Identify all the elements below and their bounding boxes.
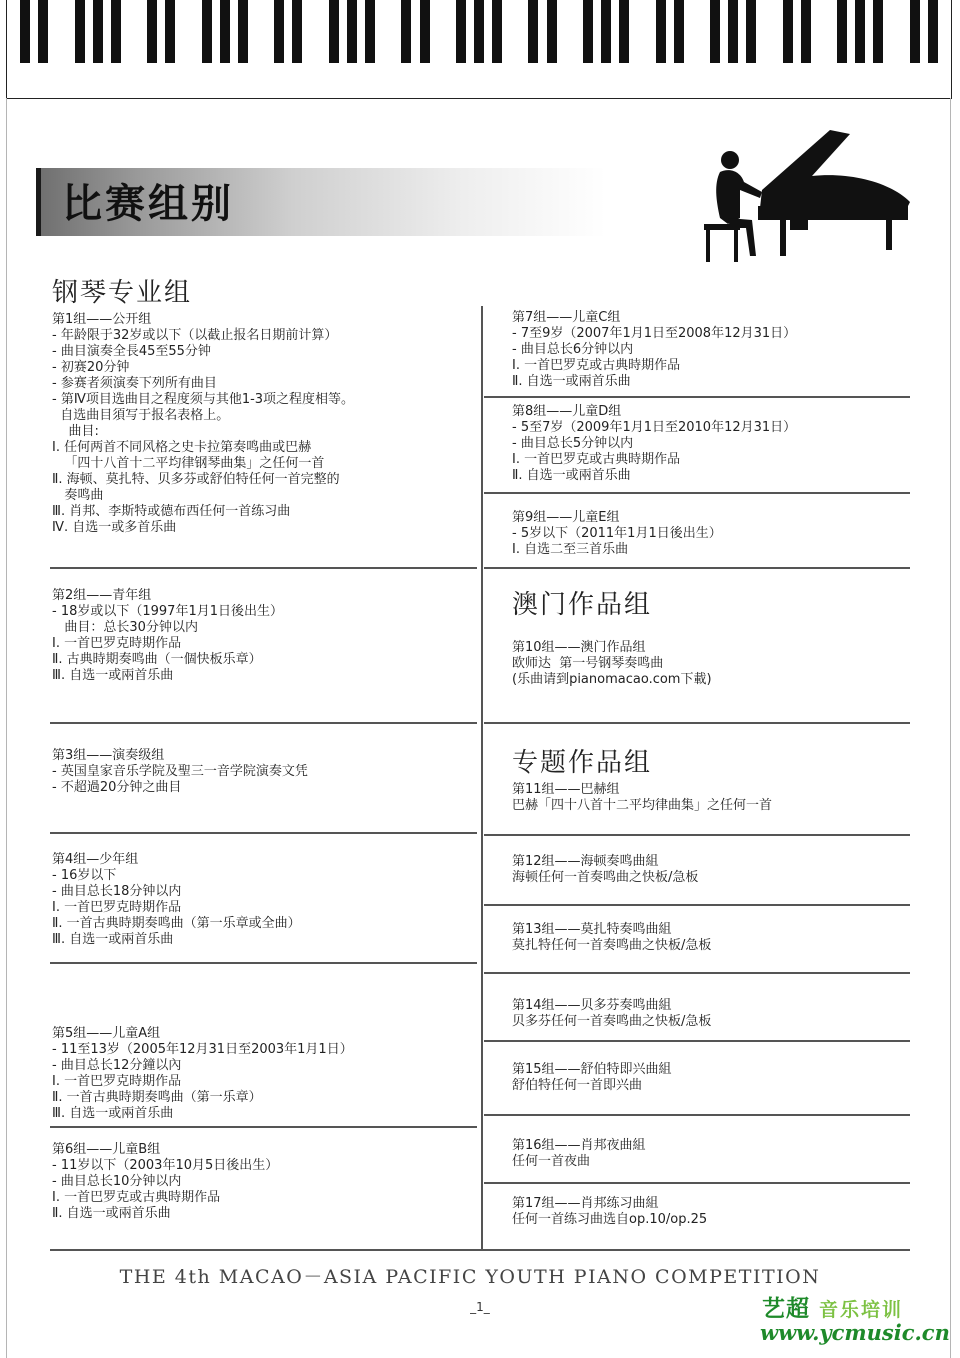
black-key xyxy=(38,0,48,63)
divider xyxy=(50,567,477,569)
black-key xyxy=(474,0,484,63)
group-line: - 7至9岁（2007年1月1日至2008年12月31日） xyxy=(512,326,797,341)
group-line: Ⅰ. 一首巴罗克時期作品 xyxy=(52,900,182,915)
group-title: 第16组——肖邦夜曲組 xyxy=(512,1138,646,1153)
group-line: Ⅰ. 一首巴罗克時期作品 xyxy=(52,636,182,651)
black-key xyxy=(801,0,811,63)
group-line: - 11至13岁（2005年12月31日至2003年1月1日） xyxy=(52,1042,353,1057)
column-divider xyxy=(481,306,483,1250)
group-title: 第12组——海顿奏鸣曲組 xyxy=(512,854,659,869)
group-line: Ⅰ. 一首巴罗克或古典時期作品 xyxy=(512,358,681,373)
group-title: 第11组——巴赫组 xyxy=(512,782,620,797)
group-title: 第4组—少年组 xyxy=(52,852,139,867)
black-key xyxy=(292,0,302,63)
group-title: 第3组——演奏级组 xyxy=(52,748,165,763)
black-key xyxy=(710,0,720,63)
group-15 xyxy=(512,1062,672,1094)
black-key xyxy=(165,0,175,63)
group-title: 第5组——儿童A组 xyxy=(52,1026,161,1041)
group-line: - 曲目总长6分钟以内 xyxy=(512,342,634,357)
black-key xyxy=(746,0,756,63)
group-title: 第6组——儿童B组 xyxy=(52,1142,161,1157)
group-line: - 曲目总长12分鐘以內 xyxy=(52,1058,182,1073)
watermark-brand xyxy=(762,1290,903,1323)
group-line: - 曲目总长5分钟以内 xyxy=(512,436,634,451)
group-line: Ⅲ. 自选一或兩首乐曲 xyxy=(52,668,174,683)
group-line: 曲目: xyxy=(52,424,99,439)
group-1 xyxy=(52,312,354,536)
black-key xyxy=(855,0,865,63)
group-14 xyxy=(512,998,711,1030)
black-key xyxy=(220,0,230,63)
black-key xyxy=(365,0,375,63)
group-title: 第8组——儿童D组 xyxy=(512,404,622,419)
group-line: - 初赛20分钟 xyxy=(52,360,130,375)
group-17 xyxy=(512,1196,707,1228)
divider xyxy=(484,904,910,906)
black-key xyxy=(656,0,666,63)
group-line: 巴赫「四十八首十二平均律曲集」之任何一首 xyxy=(512,798,773,813)
group-line: - 英国皇家音乐学院及聖三一音学院演奏文凭 xyxy=(52,764,308,779)
piano-keyboard-decoration xyxy=(6,0,952,99)
black-key xyxy=(910,0,920,63)
group-13 xyxy=(512,922,711,954)
black-key xyxy=(528,0,538,63)
group-line: Ⅰ. 任何两首不同风格之史卡拉第奏鸣曲或巴赫 xyxy=(52,440,312,455)
divider xyxy=(484,1114,910,1116)
group-7 xyxy=(512,310,796,390)
group-line: 贝多芬任何一首奏鸣曲之快板/急板 xyxy=(512,1014,712,1029)
group-title: 第14组——贝多芬奏鸣曲組 xyxy=(512,998,672,1013)
group-line: 任何一首夜曲 xyxy=(512,1154,591,1169)
group-title: 第13组——莫扎特奏鸣曲組 xyxy=(512,922,672,937)
black-key xyxy=(347,0,357,63)
group-8 xyxy=(512,404,796,484)
group-2 xyxy=(52,588,283,684)
group-line: Ⅱ. 自选一或兩首乐曲 xyxy=(512,468,631,483)
group-line: 海顿任何一首奏鸣曲之快板/急板 xyxy=(512,870,699,885)
group-title: 第10组——澳门作品组 xyxy=(512,640,646,655)
divider xyxy=(50,962,477,964)
black-key xyxy=(329,0,339,63)
group-line: - 18岁或以下（1997年1月1日後出生） xyxy=(52,604,283,619)
divider xyxy=(484,834,910,836)
black-key xyxy=(601,0,611,63)
black-key xyxy=(837,0,847,63)
group-line: Ⅱ. 自选一或兩首乐曲 xyxy=(52,1206,171,1221)
group-line: (乐曲请到pianomacao.com下載) xyxy=(512,672,712,687)
black-key xyxy=(238,0,248,63)
black-key xyxy=(147,0,157,63)
group-line: Ⅰ. 自选二至三首乐曲 xyxy=(512,542,629,557)
group-11 xyxy=(512,782,772,814)
black-key xyxy=(928,0,938,63)
divider xyxy=(484,567,910,569)
black-key xyxy=(93,0,103,63)
divider xyxy=(484,722,910,724)
group-line: 莫扎特任何一首奏鸣曲之快板/急板 xyxy=(512,938,712,953)
black-key xyxy=(619,0,629,63)
group-title: 第1组——公开组 xyxy=(52,312,152,327)
divider xyxy=(50,832,477,834)
group-line: 「四十八首十二平均律钢琴曲集」之任何一首 xyxy=(52,456,325,471)
group-line: Ⅱ. 古典時期奏鸣曲（一個快板乐章） xyxy=(52,652,262,667)
black-key xyxy=(20,0,30,63)
divider xyxy=(484,492,910,494)
group-line: - 11岁以下（2003年10月5日後出生） xyxy=(52,1158,279,1173)
group-line: 任何一首练习曲选自op.10/op.25 xyxy=(512,1212,708,1227)
black-key xyxy=(873,0,883,63)
divider xyxy=(484,972,910,974)
group-line: - 5岁以下（2011年1月1日後出生） xyxy=(512,526,722,541)
black-key xyxy=(202,0,212,63)
group-5 xyxy=(52,1026,353,1122)
black-key xyxy=(783,0,793,63)
group-line: Ⅱ. 海顿、莫扎特、贝多芬或舒伯特任何一首完整的 xyxy=(52,472,340,487)
black-key xyxy=(674,0,684,63)
watermark-url: www.ycmusic.cn xyxy=(760,1320,950,1345)
title-banner-accent xyxy=(36,168,41,236)
group-16 xyxy=(512,1138,646,1170)
black-key xyxy=(111,0,121,63)
group-line: - 曲目总长10分钟以内 xyxy=(52,1174,182,1189)
group-line: - 参赛者须演奏下列所有曲目 xyxy=(52,376,217,391)
black-key xyxy=(492,0,502,63)
group-line: - 5至7岁（2009年1月1日至2010年12月31日） xyxy=(512,420,797,435)
group-title: 第9组——儿童E组 xyxy=(512,510,620,525)
group-line: Ⅲ. 自选一或兩首乐曲 xyxy=(52,932,174,947)
group-line: Ⅰ. 一首巴罗克或古典時期作品 xyxy=(512,452,681,467)
pianist-silhouette-icon xyxy=(700,128,915,268)
group-line: Ⅱ. 自选一或兩首乐曲 xyxy=(512,374,631,389)
group-title: 第17组——肖邦练习曲組 xyxy=(512,1196,659,1211)
group-line: 曲目：总长30分钟以内 xyxy=(52,620,198,635)
watermark-brand-main: 艺超 xyxy=(762,1296,810,1322)
group-line: - 曲目演奏全長45至55分钟 xyxy=(52,344,211,359)
group-line: - 曲目总长18分钟以内 xyxy=(52,884,182,899)
group-line: Ⅳ. 自选一或多首乐曲 xyxy=(52,520,177,535)
black-key xyxy=(728,0,738,63)
black-key xyxy=(547,0,557,63)
divider xyxy=(484,1040,910,1042)
section-heading-professional: 钢琴专业组 xyxy=(52,278,193,308)
group-line: - 不超過20分钟之曲目 xyxy=(52,780,182,795)
watermark-brand-sub: 音乐培训 xyxy=(819,1299,904,1321)
group-line: Ⅱ. 一首古典時期奏鸣曲（第一乐章或全曲） xyxy=(52,916,301,931)
group-line: 舒伯特任何一首即兴曲 xyxy=(512,1078,643,1093)
group-line: Ⅰ. 一首巴罗克時期作品 xyxy=(52,1074,182,1089)
group-title: 第2组——青年组 xyxy=(52,588,152,603)
group-line: - 年龄限于32岁或以下（以截止报名日期前计算） xyxy=(52,328,338,343)
group-line: - 16岁以下 xyxy=(52,868,117,883)
group-line: Ⅲ. 自选一或兩首乐曲 xyxy=(52,1106,174,1121)
group-line: 自选曲目須写于报名表格上。 xyxy=(52,408,230,423)
page-frame-right xyxy=(950,98,951,1358)
group-line: - 第Ⅳ项目选曲目之程度须与其他1-3项之程度相等。 xyxy=(52,392,355,407)
group-title: 第15组——舒伯特即兴曲組 xyxy=(512,1062,672,1077)
divider xyxy=(484,396,910,398)
group-title: 第7组——儿童C组 xyxy=(512,310,621,325)
group-line: Ⅲ. 肖邦、李斯特或德布西任何一首练习曲 xyxy=(52,504,291,519)
group-line: 欧师达 第一号钢琴奏鸣曲 xyxy=(512,656,664,671)
black-key xyxy=(401,0,411,63)
divider xyxy=(50,1126,477,1128)
page-frame-left xyxy=(6,98,7,1358)
page-number: _1_ xyxy=(470,1300,490,1314)
black-key xyxy=(420,0,430,63)
bottom-divider xyxy=(50,1249,910,1251)
group-6 xyxy=(52,1142,278,1222)
group-12 xyxy=(512,854,698,886)
group-line: Ⅰ. 一首巴罗克或古典時期作品 xyxy=(52,1190,221,1205)
group-9 xyxy=(512,510,722,558)
divider xyxy=(484,1182,910,1184)
section-heading-special-works: 专题作品组 xyxy=(512,748,653,778)
group-3 xyxy=(52,748,308,796)
black-key xyxy=(583,0,593,63)
black-key xyxy=(274,0,284,63)
group-line: Ⅱ. 一首古典時期奏鸣曲（第一乐章） xyxy=(52,1090,262,1105)
black-key xyxy=(75,0,85,63)
divider xyxy=(50,722,477,724)
group-line: 奏鸣曲 xyxy=(52,488,104,503)
group-4 xyxy=(52,852,301,948)
competition-title: THE 4th MACAO－ASIA PACIFIC YOUTH PIANO COMPETITION xyxy=(119,1266,821,1288)
group-10 xyxy=(512,640,712,688)
section-heading-macau-works: 澳门作品组 xyxy=(512,590,653,620)
black-key xyxy=(456,0,466,63)
page-title: 比赛组别 xyxy=(62,180,234,227)
